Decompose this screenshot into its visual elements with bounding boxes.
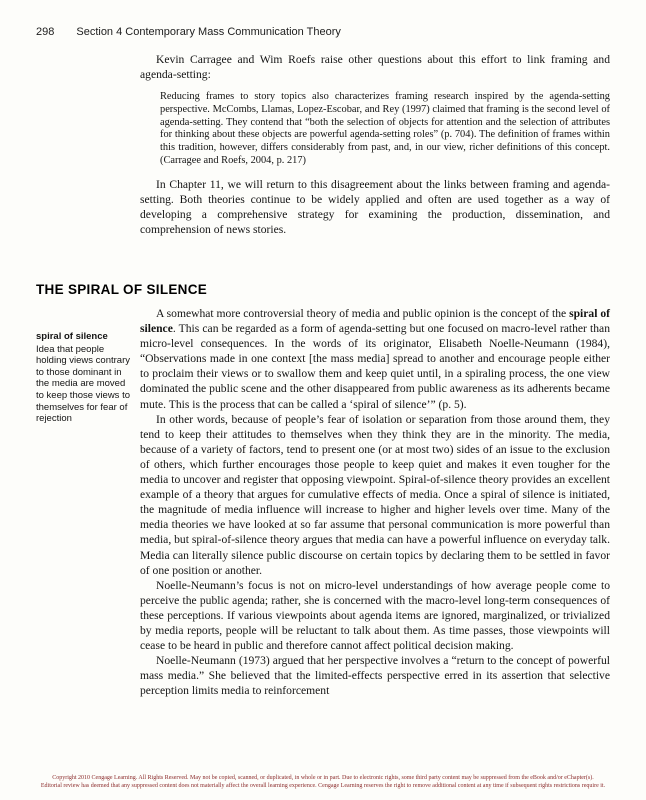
lower-text-column <box>140 306 610 698</box>
upper-text-column <box>140 52 610 237</box>
section-heading-spiral-of-silence: THE SPIRAL OF SILENCE <box>36 282 208 297</box>
running-section-title: Section 4 Contemporary Mass Communication Theory <box>76 26 341 38</box>
paragraph-noelle-neumann-1973: Noelle-Neumann (1973) argued that her perspective involves a “return to the concept of powerful mass media.” She believed that the limited-effects perspective erred in its assertion that selective perception limits media to reinforcement <box>140 654 610 698</box>
paragraph-carragee-roefs: Kevin Carragee and Wim Roefs raise other questions about this effort to link framing and agenda-setting: <box>140 53 610 81</box>
paragraph-in-other-words: In other words, because of people’s fear of isolation or separation from those around them, they tend to keep their attitudes to themselves when they think they are in the minority. The media, because of a variety of factors, tend to present one (or at most two) sides of an issue to the exclusion of others, which further encourages those people to keep quiet and makes it even tougher for the media to uncover and register that opposing viewpoint. Spiral-of-silence theory provides an excellent example of a theory that argues for cumulative effects of media. Once a spiral of silence is initiated, the magnitude of media influence will increase to higher and higher levels over time. Many of the media theories we have looked at so far assume that personal communication is more powerful than media, but spiral-of-silence theory argues that media can have a powerful influence on everyday talk. Media can literally silence public discourse on certain topics by declaring them to be settled in favor of one position or another. <box>140 412 610 577</box>
margin-note-spiral-of-silence <box>36 331 132 425</box>
margin-note-definition: Idea that people holding views contrary to those dominant in the media are moved to keep those views to themselves for fear of rejection <box>36 343 130 425</box>
copyright-line-1: Copyright 2010 Cengage Learning. All Rights Reserved. May not be copied, scanned, or duplicated, in whole or in part. Due to electronic rights, some third party content may be suppressed from the eBook and/or eChapter(s). <box>52 775 594 781</box>
paragraph-noelle-neumann-focus: Noelle-Neumann’s focus is not on micro-level understandings of how average people come to perceive the public agenda; rather, she is concerned with the macro-level long-term consequences of these perceptions. If various viewpoints about agenda items are ignored, marginalized, or trivialized by media reports, people will be reluctant to talk about them. As time passes, those viewpoints will cease to be heard in public and therefore cannot affect political decision making. <box>140 578 610 653</box>
text-run-after-term: . This can be regarded as a form of agenda-setting but one focused on macro-level rather than micro-level consequences. In the words of its originator, Elisabeth Noelle-Neumann (1984), “Observations made in one context [the mass media] spread to another and encourage people either to proclaim their views or to swallow them and keep quiet until, in a spiraling process, the one view dominated the public scene and the other disappeared from public awareness as its adherents became mute. This is the process that can be called a ‘spiral of silence’” (p. 5). <box>140 322 610 411</box>
text-run-before-term: A somewhat more controversial theory of media and public opinion is the concept of the <box>156 307 570 320</box>
blockquote-carragee-roefs: Reducing frames to story topics also characterizes framing research inspired by the agenda-setting perspective. McCombs, Llamas, Lopez-Escobar, and Rey (1997) claimed that framing is the second level of agenda-setting. They contend that “both the selection of objects for attention and the selection of attributes for thinking about these objects are powerful agenda-setting roles” (p. 704). The definition of frames within this tradition, however, differs considerably from past, and, in our view, richer definitions of this concept. (Carragee and Roefs, 2004, p. 217) <box>160 91 610 166</box>
bold-term-spiral-of-silence: spiral of silence <box>140 307 610 336</box>
copyright-footer <box>14 774 632 790</box>
paragraph-spiral-intro <box>140 306 610 412</box>
page-number: 298 <box>36 26 55 38</box>
copyright-line-2: Editorial review has deemed that any suppressed content does not materially affect the overall learning experience. Cengage Learning reserves the right to remove additional content at any time if subsequent rights restrictions require it. <box>40 783 606 789</box>
running-header <box>36 26 610 38</box>
margin-note-term: spiral of silence <box>36 331 108 342</box>
paragraph-chapter11: In Chapter 11, we will return to this disagreement about the links between framing and agenda-setting. Both theories continue to be widely applied and often are used together as a way of developing a comprehensive strategy for examining the production, dissemination, and comprehension of news stories. <box>140 177 610 236</box>
